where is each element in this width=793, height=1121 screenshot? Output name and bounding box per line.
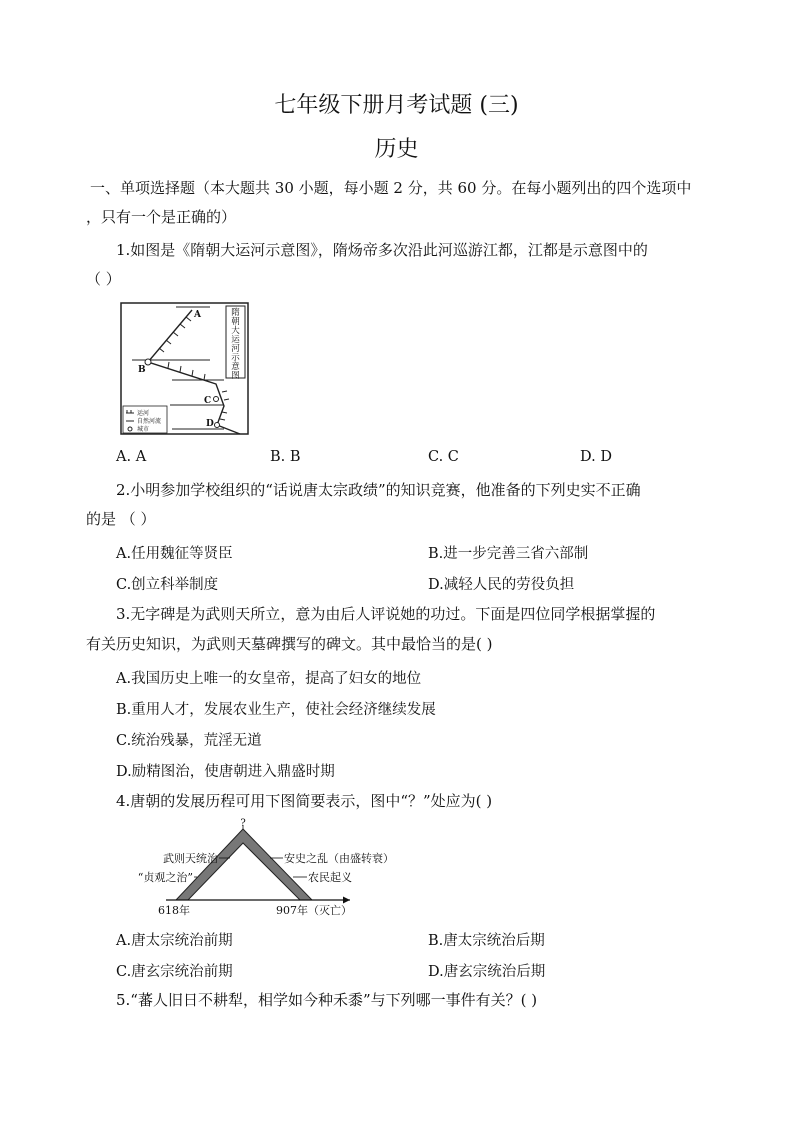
tang-dynasty-diagram [110,817,430,917]
q5-stem: 5.“蕃人旧日不耕犁，相学如今种禾黍”与下列哪一事件有关？( ) [116,991,538,1009]
section-heading-line-2: ，只有一个是正确的） [86,208,237,226]
label-wu-zetian: 武则天统治 [163,852,218,865]
tang-dynasty-diagram-svg [110,817,430,917]
q1-stem-line-2: （ ） [86,270,121,288]
label-an-shi: 安史之乱（由盛转衰） [284,852,394,865]
label-618: 618年 [158,904,190,917]
label-907: 907年（灭亡） [276,904,352,917]
svg-text:B: B [138,365,146,375]
q4-option-b: B.唐太宗统治后期 [428,933,545,949]
q1-stem-line-1: 1.如图是《隋朝大运河示意图》，隋炀帝多次沿此河巡游江都，江都是示意图中的 [116,241,648,259]
peak-question-mark: ? [240,818,246,829]
q4-option-a: A.唐太宗统治前期 [116,933,233,949]
grand-canal-map-svg [120,302,250,436]
q4-option-d: D.唐玄宗统治后期 [428,964,546,980]
svg-text:意: 意 [231,362,240,372]
svg-text:自然河流: 自然河流 [137,418,162,425]
q2-stem-line-1: 2.小明参加学校组织的“话说唐太宗政绩”的知识竞赛，他准备的下列史实不正确 [116,481,641,499]
q2-option-a: A.任用魏征等贤臣 [116,546,233,562]
svg-text:城市: 城市 [137,426,150,433]
q1-option-d: D. D [580,449,612,465]
q1-option-a: A. A [116,449,147,465]
svg-text:隋: 隋 [231,308,240,318]
q3-option-a: A.我国历史上唯一的女皇帝，提高了妇女的地位 [116,671,422,687]
page-title: 七年级下册月考试题 (三) [274,93,519,118]
map-title [231,307,240,381]
q4-option-c: C.唐玄宗统治前期 [116,964,233,980]
q2-stem-line-2: 的是 （ ） [86,510,156,528]
svg-text:运河: 运河 [137,410,150,417]
q2-option-b: B.进一步完善三省六部制 [428,546,589,562]
svg-text:C: C [204,396,212,406]
q3-option-d: D.励精图治，使唐朝进入鼎盛时期 [116,764,335,780]
svg-text:大: 大 [231,326,240,336]
q2-option-d: D.减轻人民的劳役负担 [428,577,575,593]
q1-option-c: C. C [428,449,459,465]
q3-stem-line-1: 3.无字碑是为武则天所立，意为由后人评说她的功过。下面是四位同学根据掌握的 [116,605,656,623]
q3-option-c: C.统治残暴，荒淫无道 [116,733,262,749]
page-subject: 历史 [374,137,419,162]
svg-text:示: 示 [231,353,240,363]
q2-option-c: C.创立科举制度 [116,577,219,593]
section-heading-line-1: 一、单项选择题（本大题共 30 小题，每小题 2 分，共 60 分。在每小题列出的四个选项中 [90,179,692,197]
svg-text:河: 河 [231,344,240,354]
q3-stem-line-2: 有关历史知识，为武则天墓碑撰写的碑文。其中最恰当的是( ) [86,635,493,653]
svg-text:A: A [194,310,201,320]
svg-text:图: 图 [231,371,240,381]
svg-text:D: D [206,419,214,429]
q1-option-b: B. B [270,449,301,465]
label-zhenguan: “贞观之治” [137,871,193,884]
label-peasant-uprising: 农民起义 [308,871,352,884]
svg-text:朝: 朝 [231,317,240,327]
grand-canal-map [120,302,250,436]
svg-text:运: 运 [231,335,240,345]
q4-stem: 4.唐朝的发展历程可用下图简要表示，图中“？”处应为( ) [116,792,493,810]
q3-option-b: B.重用人才，发展农业生产，使社会经济继续发展 [116,702,436,718]
